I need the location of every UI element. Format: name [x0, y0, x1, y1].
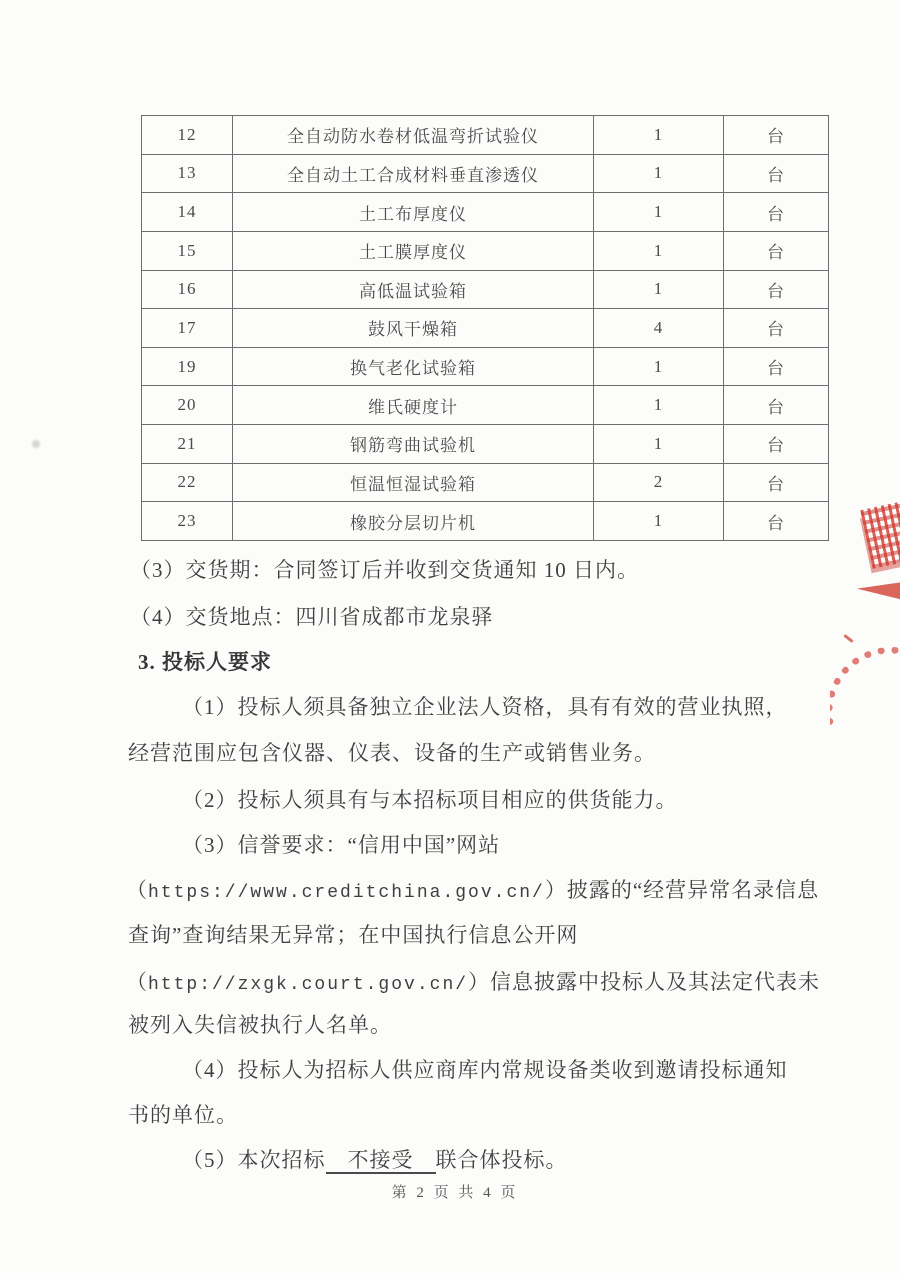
cell-name: 换气老化试验箱	[233, 347, 594, 386]
delivery-place-line: （4）交货地点：四川省成都市龙泉驿	[130, 605, 494, 629]
page-number-footer: 第 2 页 共 4 页	[391, 1185, 519, 1201]
stamp-seal-block-icon	[860, 501, 900, 569]
requirement-5-suffix: 联合体投标。	[435, 1148, 568, 1172]
cell-qty: 1	[594, 193, 724, 232]
cell-name: 土工膜厚度仪	[233, 231, 594, 270]
creditchina-url: https://www.creditchina.gov.cn/	[148, 883, 545, 903]
cell-qty: 1	[594, 347, 724, 386]
cell-no: 16	[142, 270, 233, 309]
table-row	[142, 347, 829, 386]
url-line-prefix: （	[126, 970, 148, 994]
stamp-arc-icon	[830, 630, 900, 730]
scan-speck	[32, 440, 40, 448]
table-row	[142, 154, 829, 193]
zxgk-url-line	[126, 970, 820, 998]
requirement-3-cont2-line: 被列入失信被执行人名单。	[128, 1013, 392, 1037]
cell-name: 全自动土工合成材料垂直渗透仪	[233, 154, 594, 193]
delivery-time-line: （3）交货期：合同签订后并收到交货通知 10 日内。	[130, 558, 639, 582]
requirement-1-cont-line: 经营范围应包含仪器、仪表、设备的生产或销售业务。	[128, 741, 656, 765]
requirement-1-line: （1）投标人须具备独立企业法人资格，具有有效的营业执照，	[182, 695, 788, 719]
table-row	[142, 463, 829, 502]
cell-qty: 1	[594, 231, 724, 270]
requirement-3-cont-line: 查询”查询结果无异常；在中国执行信息公开网	[128, 923, 579, 947]
cell-unit: 台	[724, 231, 829, 270]
cell-name: 恒温恒湿试验箱	[233, 463, 594, 502]
table-row	[142, 193, 829, 232]
url-line-suffix: ）披露的“经营异常名录信息	[544, 878, 820, 902]
red-seal-stamp-fragment	[830, 495, 900, 730]
cell-unit: 台	[724, 270, 829, 309]
cell-no: 14	[142, 193, 233, 232]
table-row	[142, 116, 829, 155]
not-accepted-underlined-text: 不接受	[326, 1148, 436, 1174]
stamp-tick-mark-icon	[843, 634, 854, 643]
table-row	[142, 386, 829, 425]
table-row	[142, 270, 829, 309]
cell-no: 12	[142, 116, 233, 155]
requirement-5-prefix: （5）本次招标	[182, 1148, 326, 1172]
equipment-table	[141, 115, 829, 541]
creditchina-url-line	[126, 878, 819, 906]
cell-qty: 1	[594, 270, 724, 309]
cell-no: 13	[142, 154, 233, 193]
cell-qty: 1	[594, 425, 724, 464]
cell-unit: 台	[724, 154, 829, 193]
table-row	[142, 231, 829, 270]
cell-no: 20	[142, 386, 233, 425]
cell-no: 17	[142, 309, 233, 348]
cell-no: 23	[142, 502, 233, 541]
requirement-4-line: （4）投标人为招标人供应商库内常规设备类收到邀请投标通知	[182, 1058, 788, 1082]
cell-no: 22	[142, 463, 233, 502]
cell-qty: 2	[594, 463, 724, 502]
cell-name: 高低温试验箱	[233, 270, 594, 309]
cell-unit: 台	[724, 116, 829, 155]
table-row	[142, 309, 829, 348]
cell-unit: 台	[724, 463, 829, 502]
table-row	[142, 425, 829, 464]
cell-unit: 台	[724, 502, 829, 541]
cell-name: 土工布厚度仪	[233, 193, 594, 232]
table-row	[142, 502, 829, 541]
cell-unit: 台	[724, 309, 829, 348]
stamp-wedge-icon	[857, 582, 900, 609]
cell-qty: 1	[594, 116, 724, 155]
cell-unit: 台	[724, 193, 829, 232]
requirement-4-cont-line: 书的单位。	[128, 1103, 238, 1127]
cell-name: 维氏硬度计	[233, 386, 594, 425]
cell-no: 21	[142, 425, 233, 464]
cell-no: 19	[142, 347, 233, 386]
cell-unit: 台	[724, 386, 829, 425]
cell-name: 全自动防水卷材低温弯折试验仪	[233, 116, 594, 155]
cell-qty: 1	[594, 154, 724, 193]
url-line-suffix: ）信息披露中投标人及其法定代表未	[468, 970, 821, 994]
cell-unit: 台	[724, 347, 829, 386]
zxgk-url: http://zxgk.court.gov.cn/	[148, 975, 469, 995]
cell-name: 钢筋弯曲试验机	[233, 425, 594, 464]
cell-name: 鼓风干燥箱	[233, 309, 594, 348]
requirement-3-line: （3）信誉要求：“信用中国”网站	[182, 833, 501, 857]
cell-name: 橡胶分层切片机	[233, 502, 594, 541]
cell-no: 15	[142, 231, 233, 270]
url-line-prefix: （	[126, 878, 148, 902]
requirement-2-line: （2）投标人须具有与本招标项目相应的供货能力。	[182, 788, 678, 812]
cell-qty: 1	[594, 502, 724, 541]
cell-qty: 4	[594, 309, 724, 348]
section-3-heading: 3. 投标人要求	[138, 650, 272, 674]
requirement-5-line	[182, 1148, 568, 1173]
cell-qty: 1	[594, 386, 724, 425]
cell-unit: 台	[724, 425, 829, 464]
